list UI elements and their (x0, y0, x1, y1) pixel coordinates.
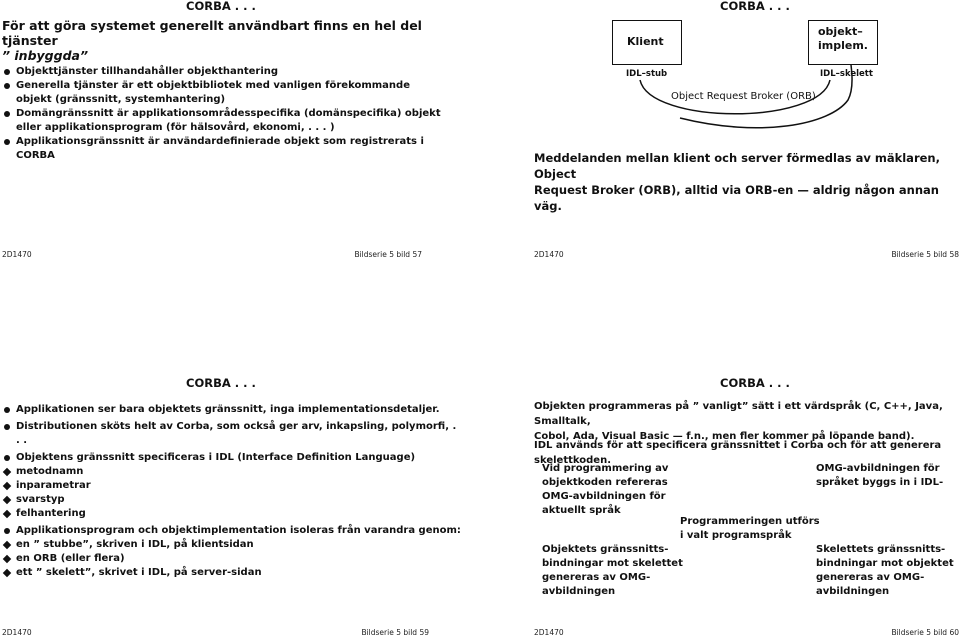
orb-label: Object Request Broker (ORB) (671, 91, 816, 102)
bullet-icon (4, 424, 10, 430)
sub-item: svarstyp (2, 493, 462, 507)
column-1-top: Vid programmering av objektkoden refereras OMG-avbildningen för aktuellt språk (542, 463, 669, 516)
bullet-icon (4, 528, 10, 534)
sub-item: ett ” skelett”, skrivet i IDL, på server-sidan (2, 566, 462, 580)
list-item: Applikationsprogram och objektimplementation isoleras från varandra genom: en ” stubbe”, skriven i IDL, på klientsidan en ORB (eller flera) ett ” skelett”, skrivet i IDL, på server-sidan (2, 524, 462, 580)
slide-title: CORBA . . . (186, 0, 256, 13)
list-item: Applikationsgränssnitt är användardefinierade objekt som registrerats i CORBA (2, 135, 462, 163)
diamond-icon (3, 496, 11, 504)
diamond-icon (3, 569, 11, 577)
slide-title: CORBA . . . (720, 0, 790, 13)
diamond-icon (3, 510, 11, 518)
idl-paragraph: IDL används för att specificera gränssnittet i Corba och för att generera skelettkoden. (534, 440, 942, 466)
slide-58 (530, 0, 960, 265)
slide-heading: För att göra systemet generellt användbart finns en hel del tjänster ” inbyggda” (2, 18, 422, 63)
idl-skelett-label: IDL–skelett (820, 69, 873, 79)
list-item: Domängränssnitt är applikationsområdesspecifika (domänspecifika) objekt eller applikationsprogram (för hälsovård, ekonomi, . . . ) (2, 107, 462, 135)
bullet-icon (4, 407, 10, 413)
slide-title: CORBA . . . (720, 376, 790, 390)
bullet-icon (4, 83, 10, 89)
slide-footer (534, 250, 959, 259)
slide-footer (2, 628, 429, 637)
bullet-list (2, 65, 462, 163)
list-item: Applikationen ser bara objektets gränssnitt, inga implementationsdetaljer. (2, 403, 462, 417)
list-item: Objekttjänster tillhandahåller objekthantering (2, 65, 462, 79)
slide-number: Bildserie 5 bild 58 (891, 250, 959, 259)
sub-item: en ” stubbe”, skriven i IDL, på klientsidan (2, 538, 462, 552)
slide-60 (530, 375, 960, 639)
diamond-icon (3, 468, 11, 476)
slide-footer (2, 250, 422, 259)
intro-paragraph: Objekten programmeras på ” vanligt” sätt i ett värdspråk (C, C++, Java, Smalltalk, Cobol, Ada, Visual Basic — f.n., men fler kommer på löpande band). (534, 401, 943, 442)
slide-number: Bildserie 5 bild 59 (361, 628, 429, 637)
slide-number: Bildserie 5 bild 60 (891, 628, 959, 637)
sub-item: metodnamn (2, 465, 462, 479)
column-2: Programmeringen utförs i valt programspråk (680, 516, 820, 541)
objekt-implem-label: objekt– implem. (818, 25, 868, 52)
course-code: 2D1470 (2, 250, 32, 259)
course-code: 2D1470 (534, 250, 564, 259)
sub-list (2, 538, 462, 580)
sub-list (2, 465, 462, 521)
list-item: Generella tjänster är ett objektbibliotek med vanligen förekommande objekt (gränssnitt, systemhantering) (2, 79, 462, 107)
sub-item: felhantering (2, 507, 462, 521)
klient-label: Klient (627, 35, 664, 48)
list-item: Objektens gränssnitt specificeras i IDL (Interface Definition Language) metodnamn inparametrar svarstyp felhantering (2, 451, 462, 521)
list-item: Distributionen sköts helt av Corba, som också ger arv, inkapsling, polymorfi, . . . (2, 420, 462, 448)
bullet-icon (4, 69, 10, 75)
slide-text: Meddelanden mellan klient och server förmedlas av mäklaren, Object Request Broker (ORB), alltid via ORB-en — aldrig någon annan väg. (534, 151, 940, 213)
slide-footer (534, 628, 959, 637)
slide-59 (0, 375, 470, 639)
diamond-icon (3, 541, 11, 549)
slide-number: Bildserie 5 bild 57 (354, 250, 422, 259)
bullet-icon (4, 455, 10, 461)
sub-item: inparametrar (2, 479, 462, 493)
orb-diagram (530, 0, 960, 140)
course-code: 2D1470 (534, 628, 564, 637)
slide-title: CORBA . . . (186, 376, 256, 390)
idl-stub-label: IDL–stub (626, 69, 668, 79)
diamond-icon (3, 482, 11, 490)
diamond-icon (3, 555, 11, 563)
column-1-bottom: Objektets gränssnitts- bindningar mot skelettet genereras av OMG- avbildningen (542, 544, 683, 597)
bullet-list (2, 403, 462, 580)
bullet-icon (4, 139, 10, 145)
column-3-bottom: Skelettets gränssnitts- bindningar mot objektet genereras av OMG- avbildningen (816, 544, 954, 597)
course-code: 2D1470 (2, 628, 32, 637)
bullet-icon (4, 111, 10, 117)
column-3-top: OMG-avbildningen för språket byggs in i IDL- (816, 463, 944, 488)
slide-57 (0, 0, 470, 265)
sub-item: en ORB (eller flera) (2, 552, 462, 566)
